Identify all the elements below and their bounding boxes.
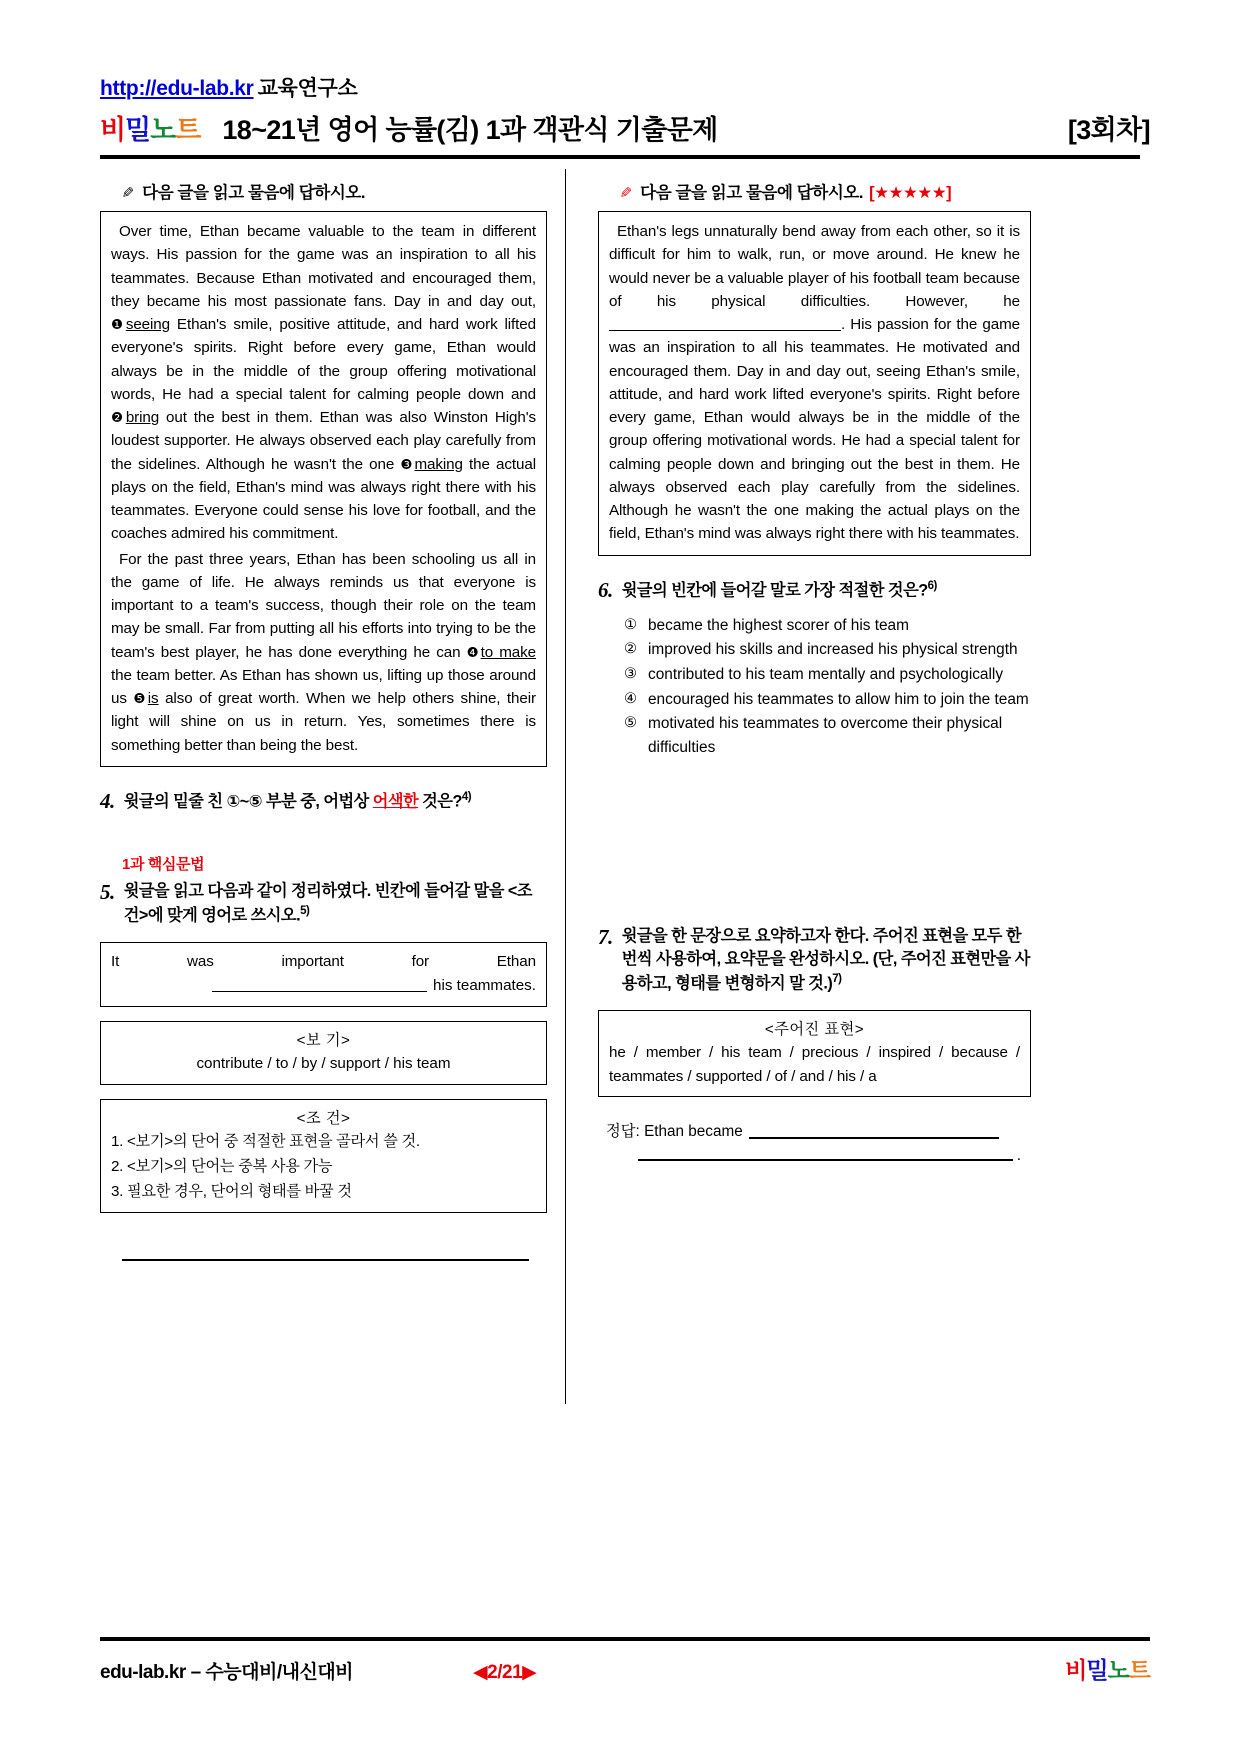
choice-text: improved his skills and increased his physical strength [648, 641, 1018, 659]
expression-box [598, 1010, 1031, 1098]
condition-item: 2. <보기>의 단어는 중복 사용 가능 [111, 1157, 333, 1175]
question-6-choices [624, 614, 1031, 759]
underline-marker-3: ❸ [400, 456, 415, 473]
page-indicator: ◀2/21▶ [473, 1662, 537, 1683]
choice-marker: ① [624, 616, 637, 633]
footer-divider [100, 1637, 1150, 1641]
sentence-word-2: was [186, 952, 214, 970]
choice-text: contributed to his team mentally and psychologically [648, 666, 1004, 684]
underline-marker-1: ❶ [111, 317, 126, 333]
choice-text: motivated his teammates to overcome their physical difficulties [648, 715, 1003, 756]
choice-marker: ⑤ [624, 715, 637, 732]
question-4-footnote: 4) [461, 790, 472, 803]
header-url-line [100, 72, 1150, 102]
underlined-phrase-2: bring [125, 409, 160, 426]
difficulty-stars: [★★★★★] [869, 184, 952, 202]
sentence-fill-row [111, 974, 536, 998]
left-passage-box [100, 211, 547, 767]
answer-line-1[interactable] [749, 1137, 999, 1139]
question-6-text: 윗글의 빈칸에 들어갈 말로 가장 적절한 것은?$^{6)}$ [621, 579, 937, 599]
question-4-text: 윗글의 밑줄 친 ①~⑤ 부분 중, 어법상 어색한 것은?$^{4)}$ [123, 790, 472, 811]
answer-label: 정답: [606, 1123, 640, 1141]
sentence-tail: his teammates. [433, 977, 536, 995]
underline-marker-2: ❷ [111, 410, 126, 426]
round-badge: [3회차] [1067, 115, 1150, 145]
choice-option[interactable] [624, 712, 1031, 759]
page-footer [100, 1652, 1150, 1685]
organization-name: 교육연구소 [257, 77, 358, 100]
question-7-answer-area [606, 1119, 1031, 1165]
page-header [100, 72, 1150, 147]
sentence-word-5: Ethan [496, 952, 536, 970]
question-7-text: 윗글을 한 문장으로 요약하고자 한다. 주어진 표현을 모두 한 번씩 사용하여, 요약문을 완성하시오. (단, 주어진 표현만을 사용하고, 형태를 변형하지 말 것.)$^{7)}$ [621, 927, 1030, 993]
right-column [566, 159, 1031, 1414]
question-6-number: 6. [598, 577, 613, 602]
answer-start-text: Ethan became [644, 1123, 743, 1141]
sentence-words-row [111, 950, 536, 974]
footer-brand-logo: 비밀노트 [1065, 1657, 1150, 1683]
bogi-box [100, 1021, 547, 1085]
underlined-phrase-1: seeing [125, 316, 170, 333]
left-directive-text: 다음 글을 읽고 물음에 답하시오. [142, 184, 366, 202]
brand-logo: 비밀노트 [100, 115, 201, 145]
choice-option[interactable] [624, 688, 1031, 712]
bogi-box-content: contribute / to / by / support / his team [196, 1055, 451, 1073]
sentence-word-1: It [111, 952, 120, 970]
pencil-icon: ✎ [122, 185, 135, 202]
underlined-phrase-4: to make [480, 643, 536, 661]
underline-marker-5: ❺ [133, 691, 148, 707]
question-6-footnote: 6) [927, 579, 937, 592]
question-7 [598, 925, 1031, 995]
underline-marker-4: ❹ [466, 644, 481, 661]
question-5-number: 5. [100, 880, 115, 905]
choice-marker: ② [624, 641, 637, 658]
choice-option[interactable] [624, 614, 1031, 638]
sentence-word-3: important [281, 952, 344, 970]
choice-text: encouraged his teammates to allow him to join the team [648, 690, 1029, 708]
question-5-text: 윗글을 읽고 다음과 같이 정리하였다. 빈칸에 들어갈 말을 <조건>에 맞게 영어로 쓰시오.$^{5)}$ [123, 882, 532, 925]
left-directive [122, 179, 547, 203]
left-column [100, 159, 565, 1414]
underlined-phrase-3: making [414, 455, 463, 473]
condition-box-title: <조 건> [296, 1109, 351, 1127]
answer-line-2-wrap [606, 1147, 1031, 1165]
question-4-highlight: 어색한 [372, 792, 419, 811]
sentence-word-4: for [411, 952, 430, 970]
expression-box-content: he / member / his team / precious / inspired / because / teammates / supported / of / and / his / a [609, 1044, 1020, 1085]
question-5 [100, 880, 547, 927]
question-7-number: 7. [598, 925, 613, 950]
answer-period: . [1016, 1147, 1021, 1165]
choice-option[interactable] [624, 638, 1031, 662]
condition-list [111, 1130, 536, 1204]
answer-blank-field[interactable] [212, 991, 427, 992]
expression-box-title: <주어진 표현> [764, 1020, 865, 1038]
choice-option[interactable] [624, 663, 1031, 687]
pencil-icon: ✎ [620, 185, 633, 202]
bogi-box-title: <보 기> [296, 1031, 351, 1049]
question-4-number: 4. [100, 788, 115, 813]
question-7-footnote: 7) [832, 973, 842, 986]
answer-line-2[interactable] [638, 1159, 1013, 1161]
sentence-completion-box [100, 942, 547, 1007]
condition-item: 3. 필요한 경우, 단어의 형태를 바꿀 것 [111, 1182, 352, 1200]
header-title-line [100, 108, 1150, 147]
page-title: 18~21년 영어 능률(김) 1과 객관식 기출문제 [222, 115, 718, 145]
choice-text: became the highest scorer of his team [648, 616, 909, 634]
site-url-link[interactable]: http://edu-lab.kr [100, 77, 254, 100]
choice-marker: ③ [624, 666, 637, 683]
left-passage-paragraph-1: Over time, Ethan became valuable to the team in different ways. His passion for the game was an inspiration to all his teammates. Because Ethan motivated and encouraged them, they became his most passionate fans. Day in and day out, ❶seeing Ethan's smile, positive attitude, and hard work lifted everyone's spirits. Right before every game, Ethan would always be in the middle of the group offering motivational words, He had a special talent for calming people down and ❷bring out the best in them. Ethan was also Winston High's loudest supporter. He always observed each play carefully from the sidelines. Although he wasn't the one ❸making the actual plays on the field, Ethan's mind was always right there with his teammates. Everyone could sense his love for football, and the coaches admired his commitment. [111, 223, 536, 543]
footer-left-text: edu-lab.kr – 수능대비/내신대비 [100, 1662, 354, 1683]
question-4 [100, 789, 547, 813]
right-passage-box [598, 211, 1031, 556]
grammar-section-tag: 1과 핵심문법 [122, 856, 205, 874]
question-5-answer-line[interactable] [122, 1259, 529, 1261]
passage-blank-field[interactable] [609, 330, 841, 331]
content-columns [100, 159, 1150, 1414]
condition-item: 1. <보기>의 단어 중 적절한 표현을 골라서 쓸 것. [111, 1133, 420, 1151]
question-6 [598, 578, 1031, 602]
underlined-phrase-5: is [147, 690, 159, 707]
right-passage-paragraph: Ethan's legs unnaturally bend away from each other, so it is difficult for him to walk, run, or move around. He knew he would never be a valuable player of his football team because of his physical difficulties. However, he . His passion for the game was an inspiration to all his teammates. He motivated and encouraged them. Day in and day out, seeing Ethan's smile, attitude, and hard work lifted everyone's spirits. Right before every game, Ethan would always be in the middle of the group offering motivational words. He had a special talent for calming people down and bringing out the best in them. He always observed each play carefully from the sidelines. Although he wasn't the one making the actual plays on the field, Ethan's mind was always right there with his teammates. [609, 223, 1020, 543]
condition-box [100, 1099, 547, 1213]
right-directive [620, 179, 1031, 203]
question-5-footnote: 5) [300, 905, 310, 918]
right-directive-text: 다음 글을 읽고 물음에 답하시오. [640, 184, 864, 202]
left-passage-paragraph-2: For the past three years, Ethan has been schooling us all in the game of life. He always reminds us that everyone is important to a team's success, though their role on the team may be small. Far from putting all his efforts into trying to be the team's best player, he has done everything he can ❹to make the team better. As Ethan has shown us, lifting up those around us ❺is also of great worth. When we help others shine, their light will shine on us in return. Yes, sometimes there is something better than being the best. [111, 550, 536, 754]
choice-marker: ④ [624, 690, 637, 707]
